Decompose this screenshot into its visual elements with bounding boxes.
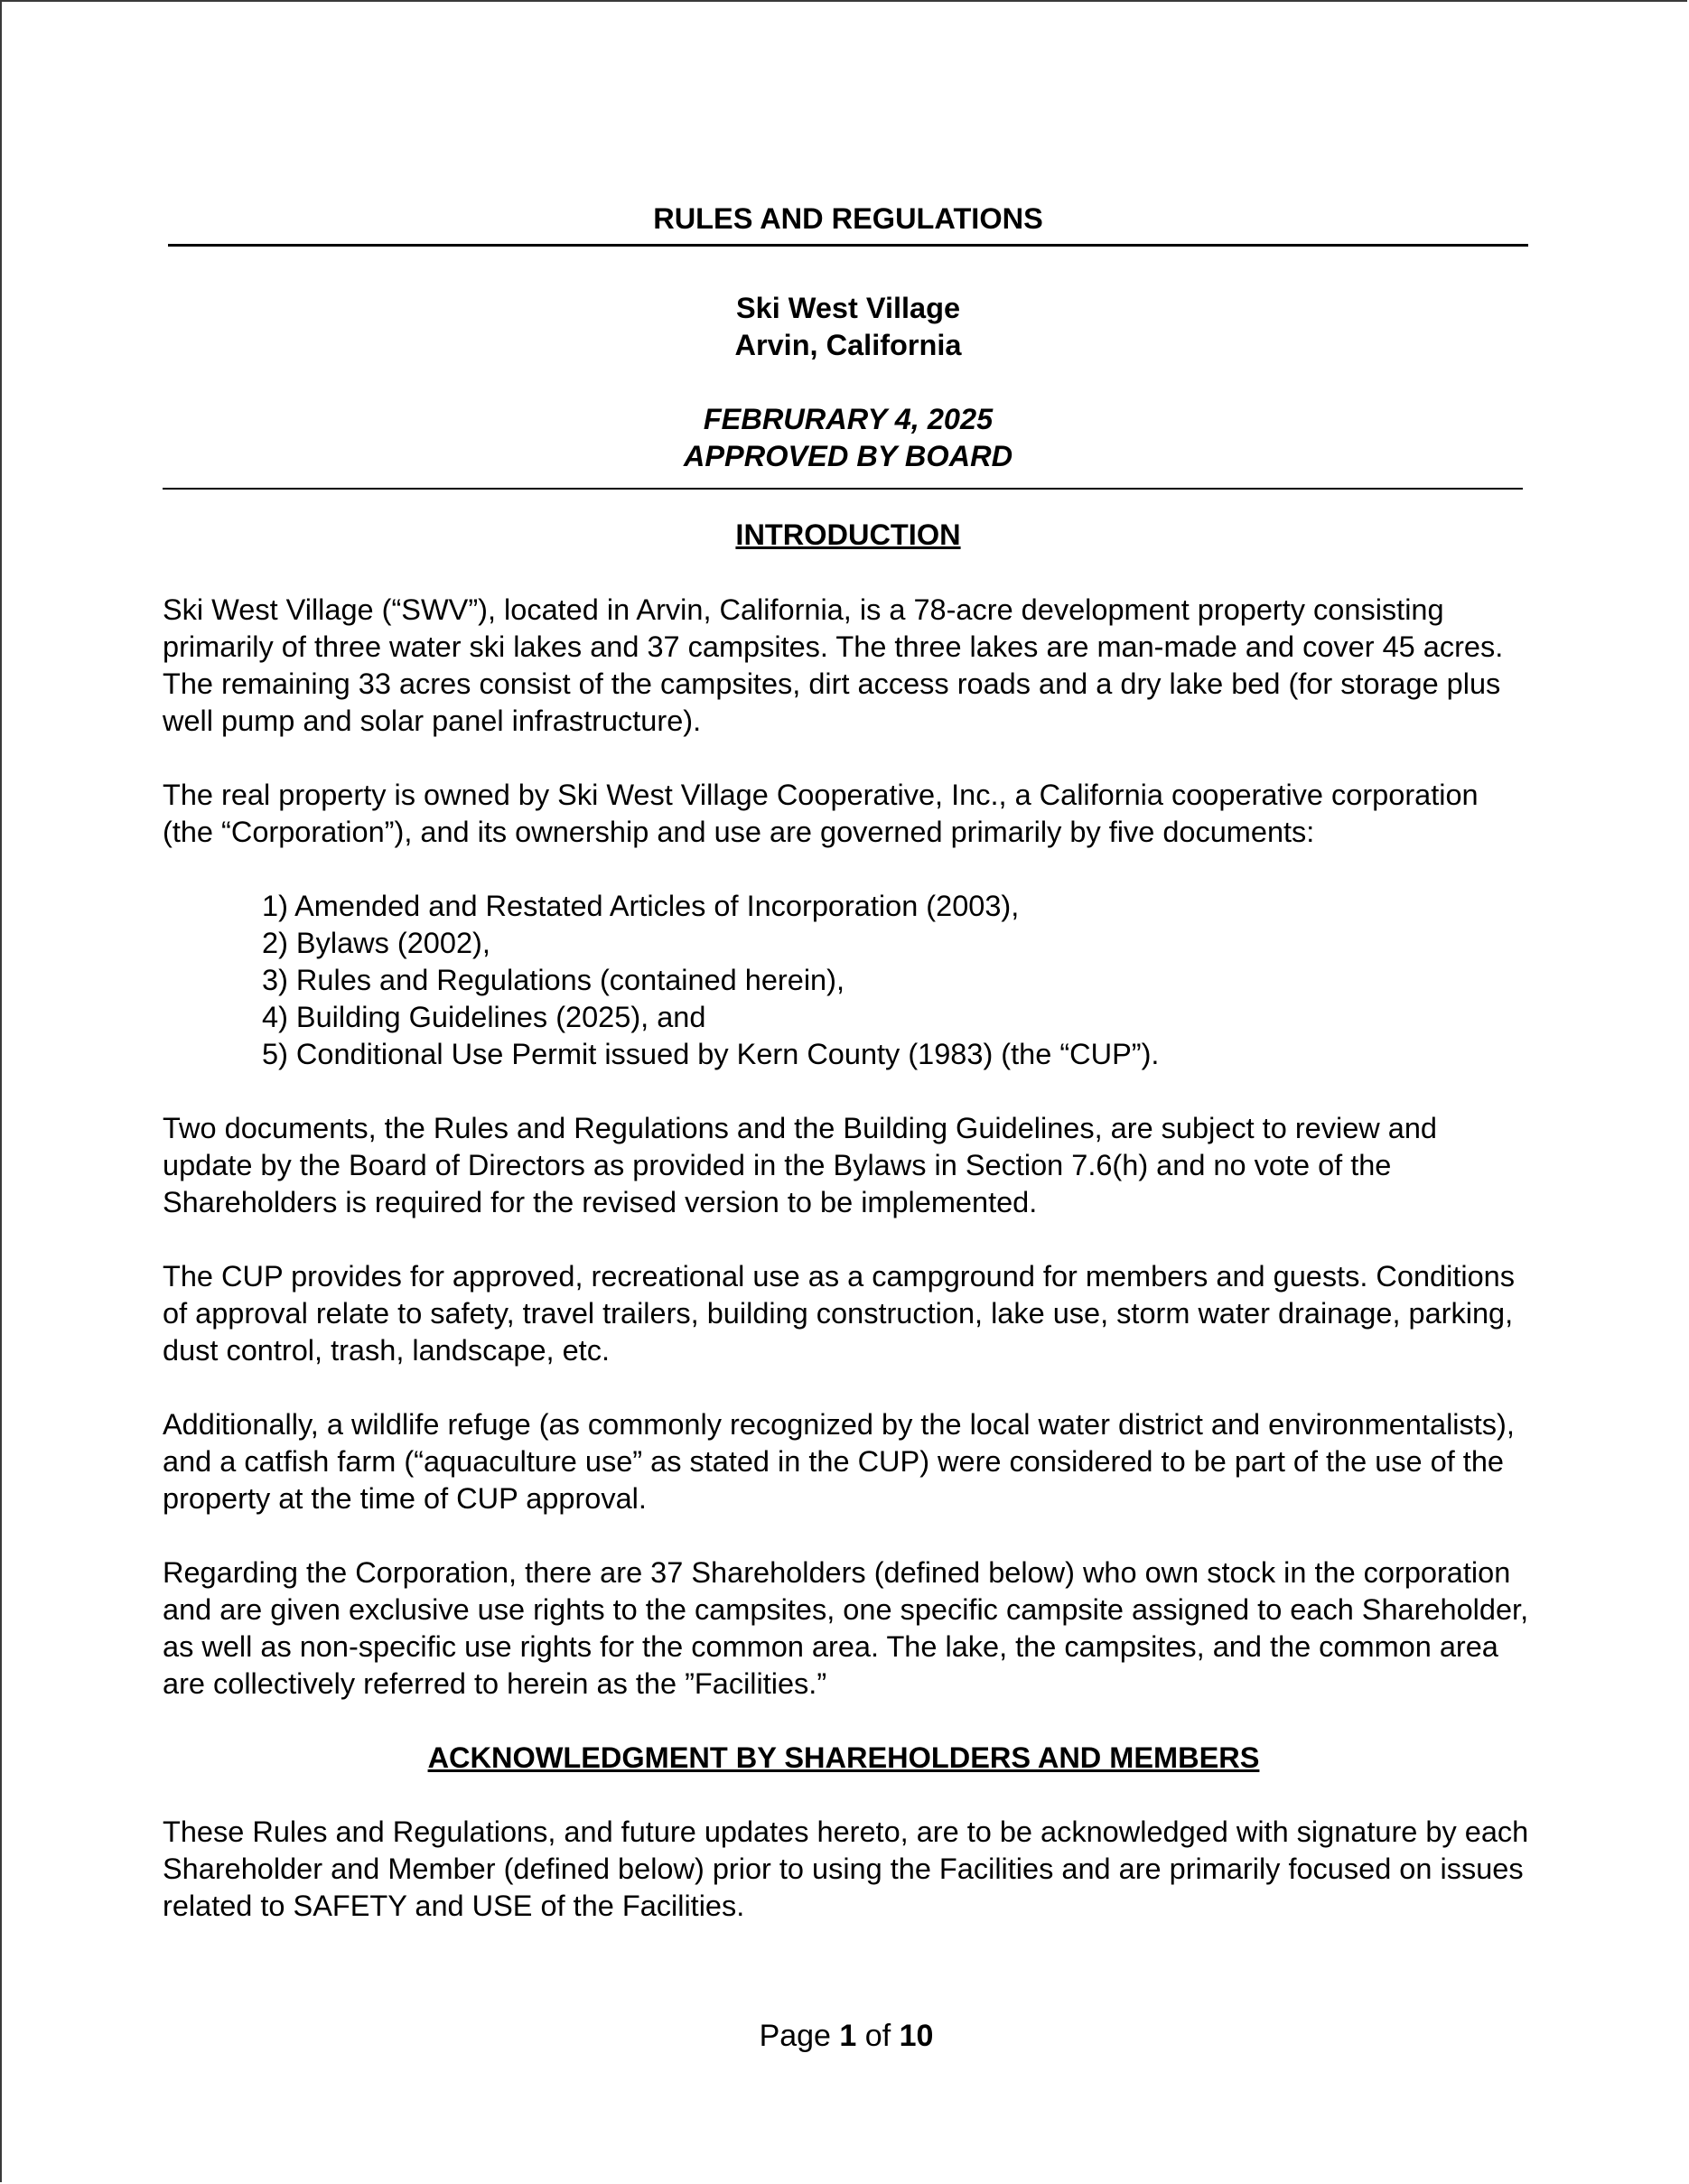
intro-paragraph-1: Ski West Village (“SWV”), located in Arvin, California, is a 78-acre development property consisting primarily of three water ski lakes and 37 campsites. The three lakes are man-made and cover 45 acres. The remaining 33 acres consist of the campsites, dirt access roads and a dry lake bed (for storage plus well pump and solar panel infrastructure).	[163, 593, 1504, 737]
document-date: FEBRURARY 4, 2025	[703, 403, 994, 435]
title-divider	[168, 244, 1528, 247]
list-item: 2) Bylaws (2002),	[262, 927, 490, 959]
list-item: 5) Conditional Use Permit issued by Kern County (1983) (the “CUP”).	[262, 1038, 1160, 1070]
intro-paragraph-3: Two documents, the Rules and Regulations and the Building Guidelines, are subject to review and update by the Board of Directors as provided in the Bylaws in Section 7.6(h) and no vote of the Shareholders is required for the revised version to be implemented.	[163, 1112, 1437, 1218]
current-page-number: 1	[839, 2019, 857, 2053]
org-name: Ski West Village	[735, 292, 961, 324]
list-item: 1) Amended and Restated Articles of Incorporation (2003),	[262, 890, 1020, 922]
intro-paragraph-6: Regarding the Corporation, there are 37 Shareholders (defined below) who own stock in the corporation and are given exclusive use rights to the campsites, one specific campsite assigned to each Shareholder, as well as non-specific use rights for the common area. The lake, the campsites, and the common area are collectively referred to herein as the ”Facilities.”	[163, 1556, 1529, 1700]
total-page-count: 10	[899, 2019, 934, 2053]
approval-header	[163, 401, 1534, 475]
intro-paragraph-4: The CUP provides for approved, recreational use as a campground for members and guests. Conditions of approval relate to safety, travel trailers, building construction, lake use, storm water drainage, parking, dust control, trash, landscape, etc.	[163, 1260, 1515, 1367]
of-label: of	[864, 2019, 891, 2053]
approval-status: APPROVED BY BOARD	[683, 440, 1013, 472]
page-footer	[2, 2018, 1689, 2054]
acknowledgment-heading: ACKNOWLEDGMENT BY SHAREHOLDERS AND MEMBERS	[427, 1741, 1260, 1774]
intro-paragraph-2: The real property is owned by Ski West Village Cooperative, Inc., a California cooperative corporation (the “Corporation”), and its ownership and use are governed primarily by five documents:	[163, 779, 1479, 848]
org-location: Arvin, California	[734, 329, 962, 361]
introduction-heading: INTRODUCTION	[735, 518, 961, 551]
document-title: RULES AND REGULATIONS	[653, 202, 1043, 235]
intro-paragraph-5: Additionally, a wildlife refuge (as commonly recognized by the local water district and environmentalists), and a catfish farm (“aquaculture use” as stated in the CUP) were considered to be part of the use of the property at the time of CUP approval.	[163, 1408, 1515, 1515]
document-body	[163, 201, 1534, 1925]
governing-documents-list	[163, 888, 1534, 1073]
list-item: 4) Building Guidelines (2025), and	[262, 1001, 706, 1033]
list-item: 3) Rules and Regulations (contained herein),	[262, 964, 844, 996]
org-header	[163, 290, 1534, 364]
page-label: Page	[759, 2019, 831, 2053]
header-divider	[163, 488, 1523, 490]
acknowledgment-paragraph-1: These Rules and Regulations, and future updates hereto, are to be acknowledged with signature by each Shareholder and Member (defined below) prior to using the Facilities and are primarily focused on issues related to SAFETY and USE of the Facilities.	[163, 1815, 1529, 1922]
